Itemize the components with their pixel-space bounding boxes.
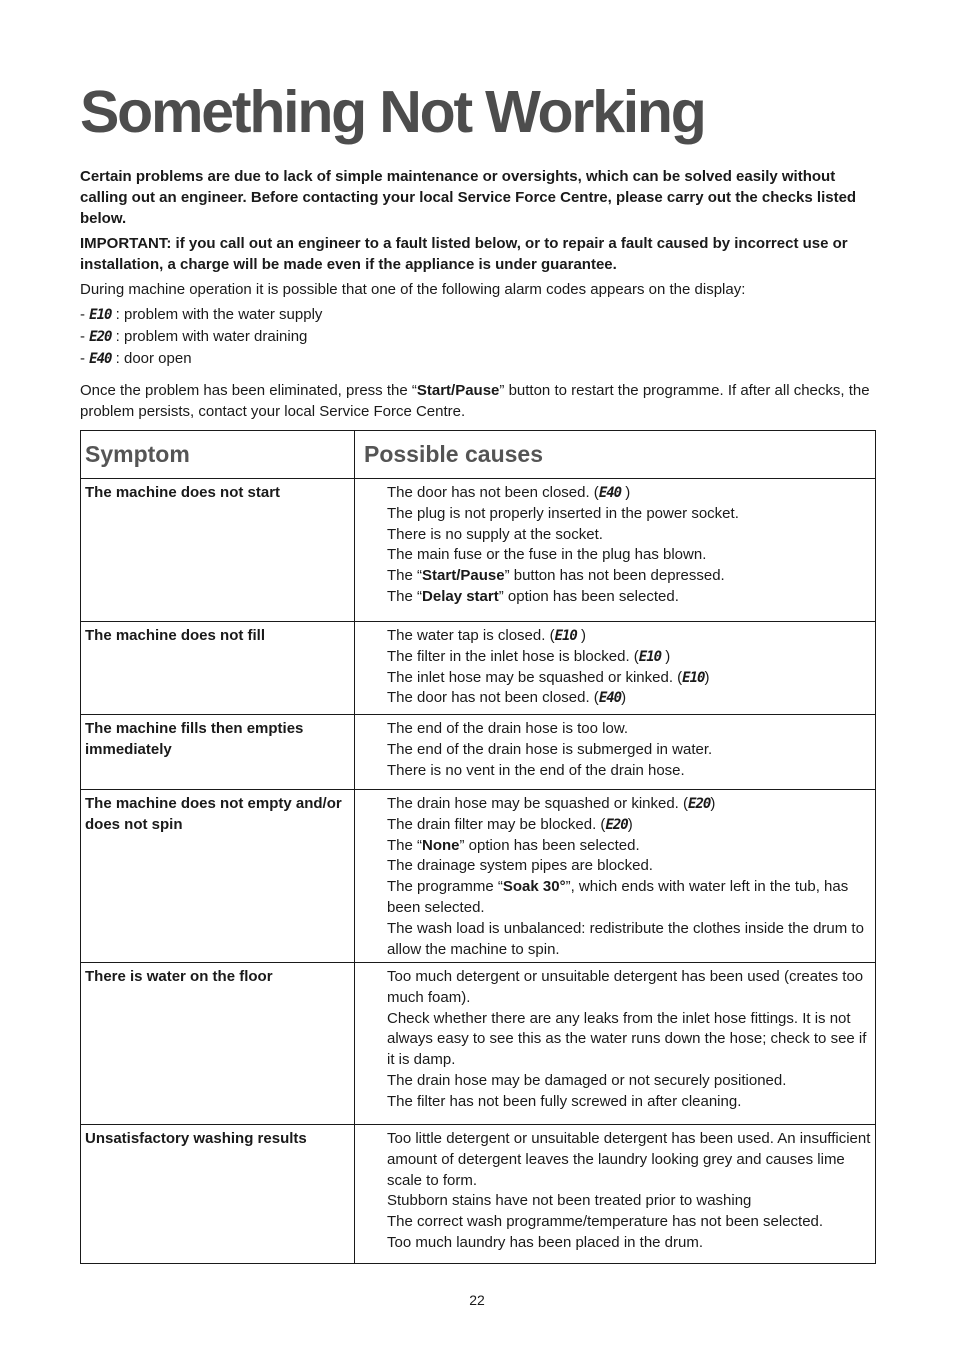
alarm-code: E40: [598, 690, 622, 707]
table-row: [81, 963, 876, 1125]
causes-cell: [355, 1125, 876, 1264]
symptom-cell: The machine does not start: [81, 479, 355, 622]
text-run: ): [621, 689, 627, 707]
cause-line: The end of the drain hose is submerged in water.: [387, 740, 713, 758]
alarm-code: E40: [598, 485, 622, 501]
alarm-code-item: [80, 348, 870, 370]
symptom-cell: There is water on the floor: [81, 963, 355, 1125]
cause-line: [387, 794, 871, 815]
symptom-cell: The machine does not empty and/or does not spin: [81, 790, 355, 963]
cause-line: [387, 626, 871, 647]
causes-cell: [355, 479, 876, 622]
alarm-code: E20: [89, 329, 112, 345]
text-run: ” button has not been depressed.: [504, 567, 725, 585]
cause-line: [387, 688, 871, 709]
text-run: ): [621, 484, 631, 501]
troubleshooting-table: [80, 430, 876, 1264]
causes-cell: [355, 715, 876, 790]
text-run: ): [704, 668, 710, 686]
text-run: ): [627, 815, 633, 833]
list-dash: -: [80, 328, 85, 345]
cause-line: Check whether there are any leaks from the inlet hose fittings. It is not always easy to see this as the water runs down the hose; check to see if it is damp.: [387, 1009, 867, 1069]
symptom-cell: The machine fills then empties immediately: [81, 715, 355, 790]
table-header-row: [81, 431, 876, 479]
table-row: [81, 479, 876, 622]
cause-line: Too much detergent or unsuitable detergent has been used (creates too much foam).: [387, 968, 864, 1006]
important-notice: IMPORTANT: if you call out an engineer to a fault listed below, or to repair a fault caused by incorrect use or installation, a charge will be made even if the appliance is under guarantee.: [80, 235, 848, 273]
page-number: 22: [469, 1292, 485, 1308]
text-run: The “: [387, 836, 423, 854]
text-run: ” option has been selected.: [459, 836, 640, 854]
alarm-code-text: : problem with water draining: [111, 328, 308, 345]
text-run: The programme “: [387, 878, 503, 896]
list-dash: -: [80, 306, 85, 323]
start-pause-label: Start/Pause: [416, 382, 500, 399]
cause-line: [387, 877, 871, 919]
text-run: ” option has been selected.: [498, 587, 679, 605]
text-run: The filter in the inlet hose is blocked. (: [387, 647, 639, 665]
text-run: The door has not been closed. (: [387, 689, 599, 707]
intro-paragraph: Certain problems are due to lack of simple maintenance or oversights, which can be solved easily without calling out an engineer. Before contacting your local Service Force Centre, please carry out the checks listed below.: [80, 168, 857, 227]
table-row: [81, 1125, 876, 1264]
cause-line: Stubborn stains have not been treated prior to washing: [387, 1192, 752, 1210]
cause-line: [387, 587, 871, 608]
programme-name: Soak 30°: [502, 878, 566, 896]
header-possible-causes: Possible causes: [355, 431, 876, 479]
option-name: Delay start: [422, 587, 499, 605]
text-run: ): [661, 647, 671, 665]
page-title: Something Not Working: [80, 79, 705, 145]
text-run: ): [576, 627, 587, 644]
restart-paragraph: [80, 380, 870, 422]
text-run: The “: [387, 587, 423, 605]
text-run: The inlet hose may be squashed or kinked. (: [387, 668, 683, 686]
cause-line: [387, 483, 871, 504]
alarm-code: E20: [688, 796, 711, 812]
cause-line: The correct wash programme/temperature has not been selected.: [387, 1213, 824, 1231]
alarm-code: E10: [638, 648, 662, 665]
cause-line: The drainage system pipes are blocked.: [387, 857, 653, 875]
alarm-code: E10: [89, 307, 112, 323]
alarm-code-item: [80, 326, 870, 348]
intro-section: [80, 166, 870, 422]
cause-line: The drain hose may be damaged or not securely positioned.: [387, 1071, 787, 1089]
text-run: ”, which ends with water left in the tub, has been selected.: [387, 878, 849, 916]
cause-line: [387, 815, 871, 836]
alarm-code: E10: [682, 669, 705, 686]
alarm-code-text: : problem with the water supply: [111, 306, 323, 323]
list-dash: -: [80, 350, 85, 367]
text-run: The “: [387, 567, 423, 585]
cause-line: [387, 668, 871, 689]
alarm-codes-intro: During machine operation it is possible that one of the following alarm codes appears on the display:: [80, 281, 746, 298]
causes-cell: [355, 963, 876, 1125]
option-name: None: [422, 836, 460, 854]
header-symptom: Symptom: [81, 431, 355, 479]
causes-cell: [355, 622, 876, 715]
table-row: [81, 790, 876, 963]
table-row: [81, 715, 876, 790]
cause-line: [387, 566, 871, 587]
text-run: The drain filter may be blocked. (: [387, 815, 606, 833]
causes-cell: [355, 790, 876, 963]
alarm-code: E20: [605, 816, 628, 833]
alarm-code-text: : door open: [111, 350, 192, 367]
alarm-code: E40: [89, 351, 112, 367]
text-run: The door has not been closed. (: [387, 484, 599, 501]
cause-line: [387, 836, 871, 857]
cause-line: The wash load is unbalanced: redistribute the clothes inside the drum to allow the machine to spin.: [387, 919, 864, 958]
symptom-cell: The machine does not fill: [81, 622, 355, 715]
cause-line: There is no vent in the end of the drain hose.: [387, 761, 685, 779]
text-run: Once the problem has been eliminated, press the “: [80, 382, 417, 399]
cause-line: Too little detergent or unsuitable detergent has been used. An insufficient amount of detergent leaves the laundry looking grey and causes lime scale to form.: [387, 1130, 871, 1189]
button-name: Start/Pause: [422, 567, 505, 585]
cause-line: Too much laundry has been placed in the drum.: [387, 1233, 704, 1251]
alarm-code-item: [80, 304, 870, 326]
symptom-cell: Unsatisfactory washing results: [81, 1125, 355, 1264]
cause-line: [387, 647, 871, 668]
text-run: The water tap is closed. (: [387, 627, 555, 644]
cause-line: The main fuse or the fuse in the plug has blown.: [387, 546, 707, 564]
cause-line: The end of the drain hose is too low.: [387, 720, 628, 737]
cause-line: There is no supply at the socket.: [387, 525, 603, 543]
cause-line: The plug is not properly inserted in the power socket.: [387, 504, 739, 522]
table-row: [81, 622, 876, 715]
cause-line: The filter has not been fully screwed in after cleaning.: [387, 1092, 742, 1110]
text-run: The drain hose may be squashed or kinked. (: [387, 795, 689, 812]
text-run: ): [710, 795, 716, 812]
alarm-code: E10: [554, 628, 577, 644]
text-run: ” button to restart the programme. If after all checks, the problem persists, contact your local Service Force Centre.: [80, 382, 870, 420]
